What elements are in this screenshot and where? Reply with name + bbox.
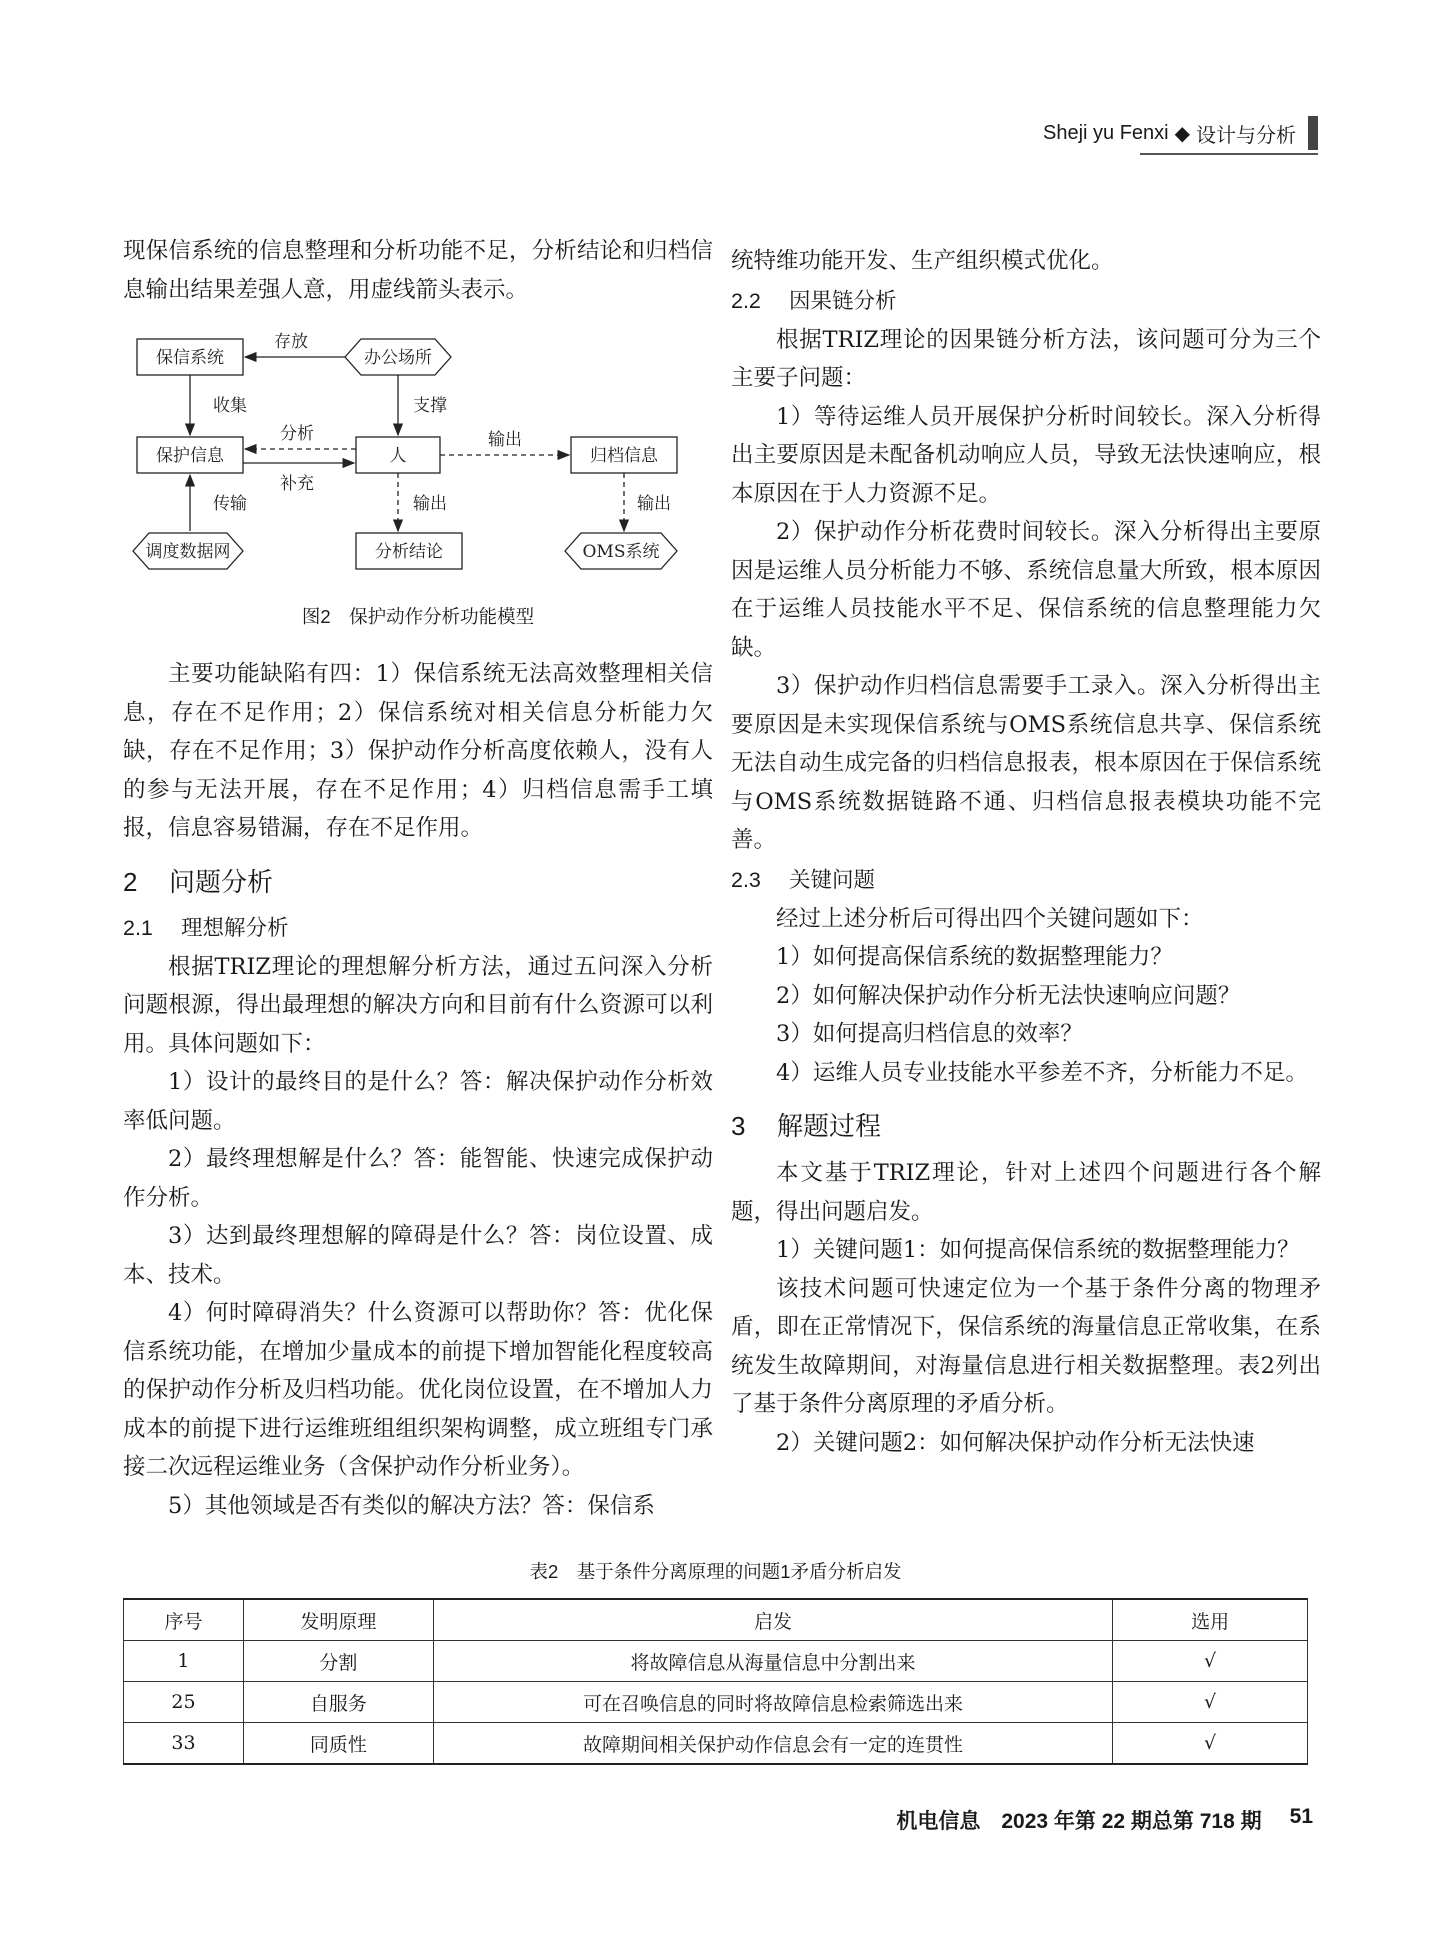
table-cell: √: [1113, 1641, 1308, 1682]
section-heading: [731, 1106, 1321, 1146]
section-number: 3: [731, 1111, 746, 1141]
subsection-heading: [731, 283, 1321, 319]
column-header: 选用: [1113, 1599, 1308, 1641]
subsection-number: 2.2: [731, 288, 761, 313]
header-bar: [1308, 116, 1318, 150]
sub-problem-2: 2）保护动作分析花费时间较长。深入分析得出主要原因是运维人员分析能力不够、系统信息量大所致，根本原因在于运维人员技能水平不足、保信系统的信息整理能力欠缺。: [731, 519, 1321, 661]
right-column: [731, 242, 1321, 1462]
node-oms-label: OMS系统: [582, 542, 660, 562]
section-name: 设计与分析: [1196, 124, 1296, 147]
table-row: [124, 1641, 1308, 1682]
section-number: 2: [123, 866, 138, 897]
node-diaodu-label: 调度数据网: [145, 542, 231, 562]
table-2: [123, 1598, 1308, 1765]
node-baoxin-label: 保信系统: [156, 348, 224, 368]
subsection-number: 2.1: [123, 915, 153, 940]
node-fenxijielun-label: 分析结论: [375, 542, 443, 562]
running-header: [1043, 115, 1318, 151]
table-cell: 分割: [243, 1641, 433, 1682]
key-question-1: 1）如何提高保信系统的数据整理能力？: [776, 944, 1173, 970]
journal-issue: 机电信息 2023 年第 22 期总第 718 期: [896, 1810, 1262, 1833]
table-cell: √: [1113, 1682, 1308, 1723]
page-footer: [896, 1805, 1313, 1835]
journal-pinyin: Sheji yu Fenxi: [1042, 121, 1169, 144]
page-number: 51: [1289, 1805, 1313, 1828]
subsection-title: 关键问题: [789, 867, 876, 892]
subsection-heading: [123, 910, 713, 946]
table-cell: 自服务: [243, 1682, 433, 1723]
paragraph: 经过上述分析后可得出四个关键问题如下：: [776, 905, 1204, 932]
table-row: [124, 1682, 1308, 1723]
subsection-heading: [731, 862, 1321, 898]
edge-shouji-label: 收集: [213, 396, 247, 416]
key-question-4: 4）运维人员专业技能水平参差不齐，分析能力不足。: [776, 1059, 1308, 1086]
table-caption: 表2 基于条件分离原理的问题1矛盾分析启发: [529, 1561, 902, 1582]
table-cell: 可在召唤信息的同时将故障信息检索筛选出来: [433, 1682, 1112, 1723]
paragraph: 1）关键问题1：如何提高保信系统的数据整理能力？: [776, 1237, 1300, 1263]
node-ren-label: 人: [389, 446, 407, 466]
sub-problem-3: 3）保护动作归档信息需要手工录入。深入分析得出主要原因是未实现保信系统与OMS系统信息共享、保信系统无法自动生成完备的归档信息报表，根本原因在于保信系统与OMS系统数据链路不通、归档信息报表模块功能不完善。: [731, 673, 1321, 853]
edge-cunfang-label: 存放: [274, 332, 308, 352]
question-2: 2）最终理想解是什么？答：能智能、快速完成保护动作分析。: [123, 1146, 713, 1211]
left-column: [123, 232, 713, 1525]
table-cell: 同质性: [243, 1723, 433, 1765]
question-1: 1）设计的最终目的是什么？答：解决保护动作分析效率低问题。: [123, 1069, 713, 1134]
table-cell: √: [1113, 1723, 1308, 1765]
column-header: 发明原理: [243, 1599, 433, 1641]
paragraph: 2）关键问题2：如何解决保护动作分析无法快速: [776, 1429, 1255, 1456]
edge-fenxi-label: 分析: [280, 424, 314, 444]
sub-problem-1: 1）等待运维人员开展保护分析时间较长。深入分析得出主要原因是未配备机动响应人员，导致无法快速响应，根本原因在于人力资源不足。: [731, 403, 1321, 507]
paragraph: 主要功能缺陷有四：1）保信系统无法高效整理相关信息，存在不足作用；2）保信系统对相关信息分析能力欠缺，存在不足作用；3）保护动作分析高度依赖人，没有人的参与无法开展，存在不足作用；4）归档信息需手工填报，信息容易错漏，存在不足作用。: [123, 661, 713, 841]
paragraph: 本文基于TRIZ理论，针对上述四个问题进行各个解题，得出问题启发。: [731, 1160, 1321, 1225]
paragraph: 根据TRIZ理论的理想解分析方法，通过五问深入分析问题根源，得出最理想的解决方向和目前有什么资源可以利用。具体问题如下：: [123, 953, 713, 1057]
paragraph: 该技术问题可快速定位为一个基于条件分离的物理矛盾，即在正常情况下，保信系统的海量信息正常收集，在系统发生故障期间，对海量信息进行相关数据整理。表2列出了基于条件分离原理的矛盾分析。: [731, 1275, 1321, 1417]
question-5: 5）其他领域是否有类似的解决方法？答：保信系: [168, 1492, 655, 1519]
table-cell: 25: [124, 1682, 244, 1723]
subsection-number: 2.3: [731, 867, 761, 892]
key-question-2: 2）如何解决保护动作分析无法快速响应问题？: [776, 982, 1241, 1009]
table-cell: 33: [124, 1723, 244, 1765]
question-4: 4）何时障碍消失？什么资源可以帮助你？答：优化保信系统功能，在增加少量成本的前提下增加智能化程度较高的保护动作分析及归档功能。优化岗位设置，在不增加人力成本的前提下进行运维班组组织架构调整，成立班组专门承接二次远程运维业务（含保护动作分析业务）。: [123, 1300, 713, 1480]
question-3: 3）达到最终理想解的障碍是什么？答：岗位设置、成本、技术。: [123, 1223, 713, 1288]
node-baohu-label: 保护信息: [156, 446, 224, 466]
paragraph: 现保信系统的信息整理和分析功能不足，分析结论和归档信息输出结果差强人意，用虚线箭头表示。: [123, 238, 713, 303]
edge-buchong-label: 补充: [280, 474, 314, 494]
paragraph: 根据TRIZ理论的因果链分析方法，该问题可分为三个主要子问题：: [731, 326, 1321, 391]
table-cell: 故障期间相关保护动作信息会有一定的连贯性: [433, 1723, 1112, 1765]
section-title: 问题分析: [169, 866, 274, 897]
node-bangong-label: 办公场所: [364, 348, 432, 368]
section-heading: [123, 862, 713, 902]
edge-zhicheng-label: 支撑: [413, 396, 447, 416]
figure-2: [123, 319, 713, 649]
table-header-row: [124, 1599, 1308, 1641]
section-title: 解题过程: [777, 1111, 882, 1141]
paragraph: 统特维功能开发、生产组织模式优化。: [731, 248, 1114, 274]
table-row: [124, 1723, 1308, 1765]
figure-caption: 图2 保护动作分析功能模型: [301, 606, 535, 627]
column-header: 序号: [124, 1599, 244, 1641]
edge-shuchu1-label: 输出: [488, 430, 522, 450]
edge-shuchu2-label: 输出: [413, 494, 447, 514]
subsection-title: 理想解分析: [181, 915, 289, 940]
column-header: 启发: [433, 1599, 1112, 1641]
table-cell: 1: [124, 1641, 244, 1682]
edge-chuanshu-label: 传输: [213, 494, 247, 514]
key-question-3: 3）如何提高归档信息的效率？: [776, 1021, 1083, 1047]
table-cell: 将故障信息从海量信息中分割出来: [433, 1641, 1112, 1682]
diamond-icon: ◆: [1174, 122, 1190, 145]
header-rule: [1140, 153, 1318, 155]
function-model-diagram: [123, 319, 713, 649]
subsection-title: 因果链分析: [789, 288, 897, 313]
edge-shuchu3-label: 输出: [637, 494, 671, 514]
node-guidang-label: 归档信息: [590, 446, 658, 466]
